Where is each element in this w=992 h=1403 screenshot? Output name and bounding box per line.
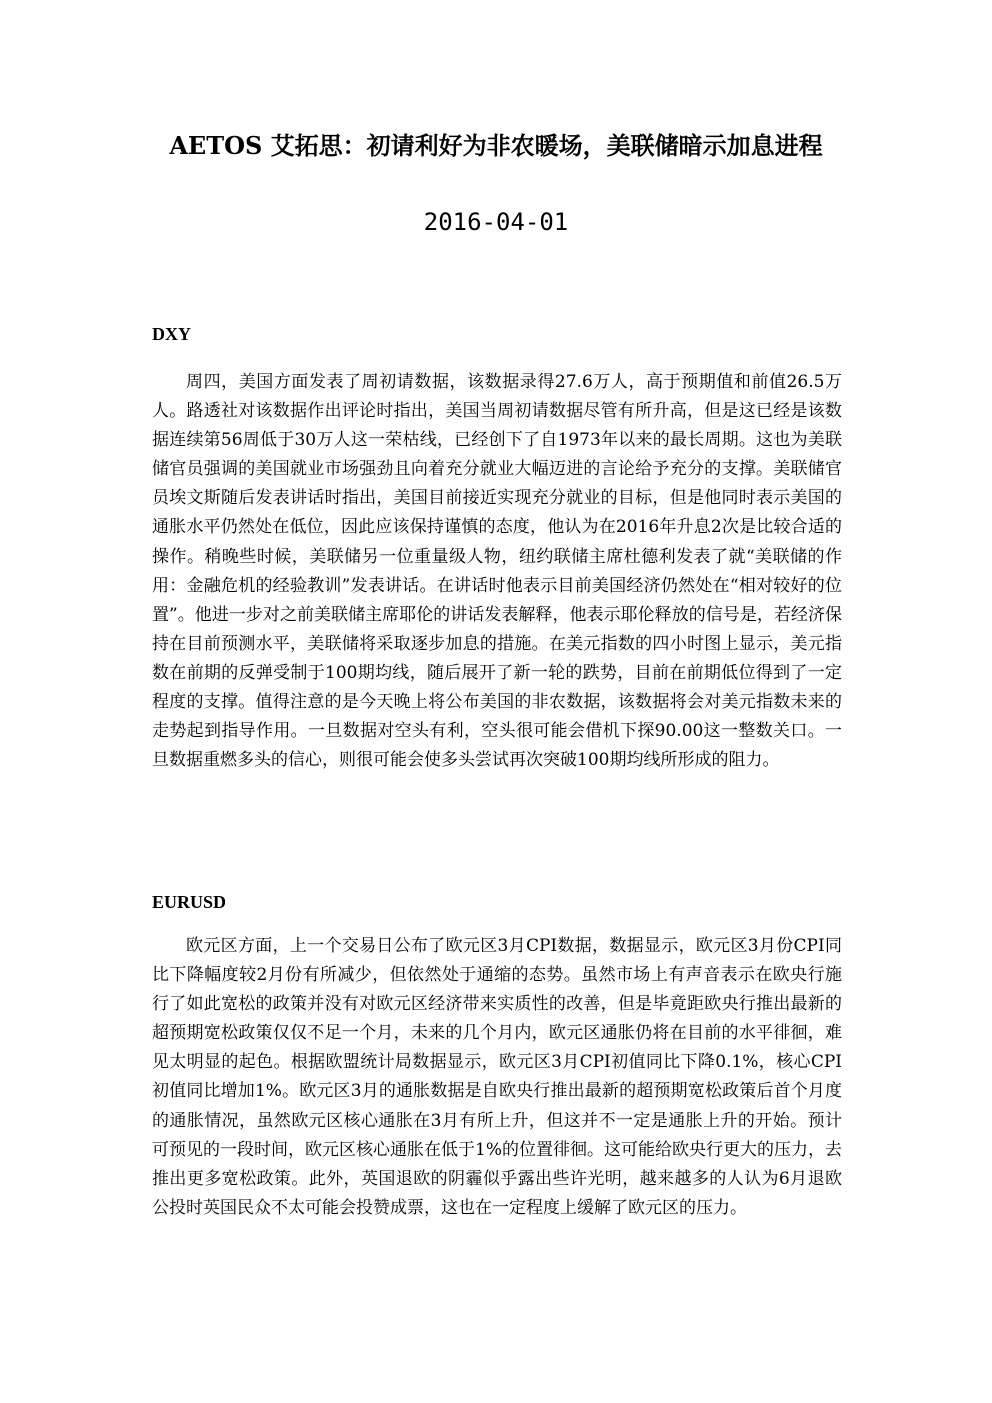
document-date: 2016-04-01 <box>423 208 569 236</box>
section-heading-dxy: DXY <box>152 324 191 344</box>
section-body-dxy: 周四，美国方面发表了周初请数据，该数据录得27.6万人，高于预期值和前值26.5万人。路透社对该数据作出评论时指出，美国当周初请数据尽管有所升高，但是这已经是该数据连续第56周低于30万人这一荣枯线，已经创下了自1973年以来的最长周期。这也为美联储官员强调的美国就业市场强劲且向着充分就业大幅迈进的言论给予充分的支撑。美联储官员埃文斯随后发表讲话时指出，美国目前接近实现充分就业的目标，但是他同时表示美国的通胀水平仍然处在低位，因此应该保持谨慎的态度，他认为在2016年升息2次是比较合适的操作。稍晚些时候，美联储另一位重量级人物，纽约联储主席杜德利发表了就“美联储的作用：金融危机的经验教训”发表讲话。在讲话时他表示目前美国经济仍然处在“相对较好的位置”。他进一步对之前美联储主席耶伦的讲话发表解释，他表示耶伦释放的信号是，若经济保持在目前预测水平，美联储将采取逐步加息的措施。在美元指数的四小时图上显示，美元指数在前期的反弹受制于100期均线，随后展开了新一轮的跌势，目前在前期低位得到了一定程度的支撑。值得注意的是今天晚上将公布美国的非农数据，该数据将会对美元指数未来的走势起到指导作用。一旦数据对空头有利，空头很可能会借机下探90.00这一整数关口。一旦数据重燃多头的信心，则很可能会使多头尝试再次突破100期均线所形成的阻力。 <box>152 372 842 771</box>
section-heading-eurusd: EURUSD <box>152 892 227 912</box>
document-title: AETOS 艾拓思：初请利好为非农暖场，美联储暗示加息进程 <box>169 131 823 160</box>
section-body-eurusd: 欧元区方面，上一个交易日公布了欧元区3月CPI数据，数据显示，欧元区3月份CPI同比下降幅度较2月份有所减少，但依然处于通缩的态势。虽然市场上有声音表示在欧央行施行了如此宽松的政策并没有对欧元区经济带来实质性的改善，但是毕竟距欧央行推出最新的超预期宽松政策仅仅不足一个月，未来的几个月内，欧元区通胀仍将在目前的水平徘徊，难见太明显的起色。根据欧盟统计局数据显示，欧元区3月CPI初值同比下降0.1%，核心CPI初值同比增加1%。欧元区3月的通胀数据是自欧央行推出最新的超预期宽松政策后首个月度的通胀情况，虽然欧元区核心通胀在3月有所上升，但这并不一定是通胀上升的开始。预计可预见的一段时间，欧元区核心通胀在低于1%的位置徘徊。这可能给欧央行更大的压力，去推出更多宽松政策。此外，英国退欧的阴霾似乎露出些许光明，越来越多的人认为6月退欧公投时英国民众不太可能会投赞成票，这也在一定程度上缓解了欧元区的压力。 <box>152 936 842 1218</box>
